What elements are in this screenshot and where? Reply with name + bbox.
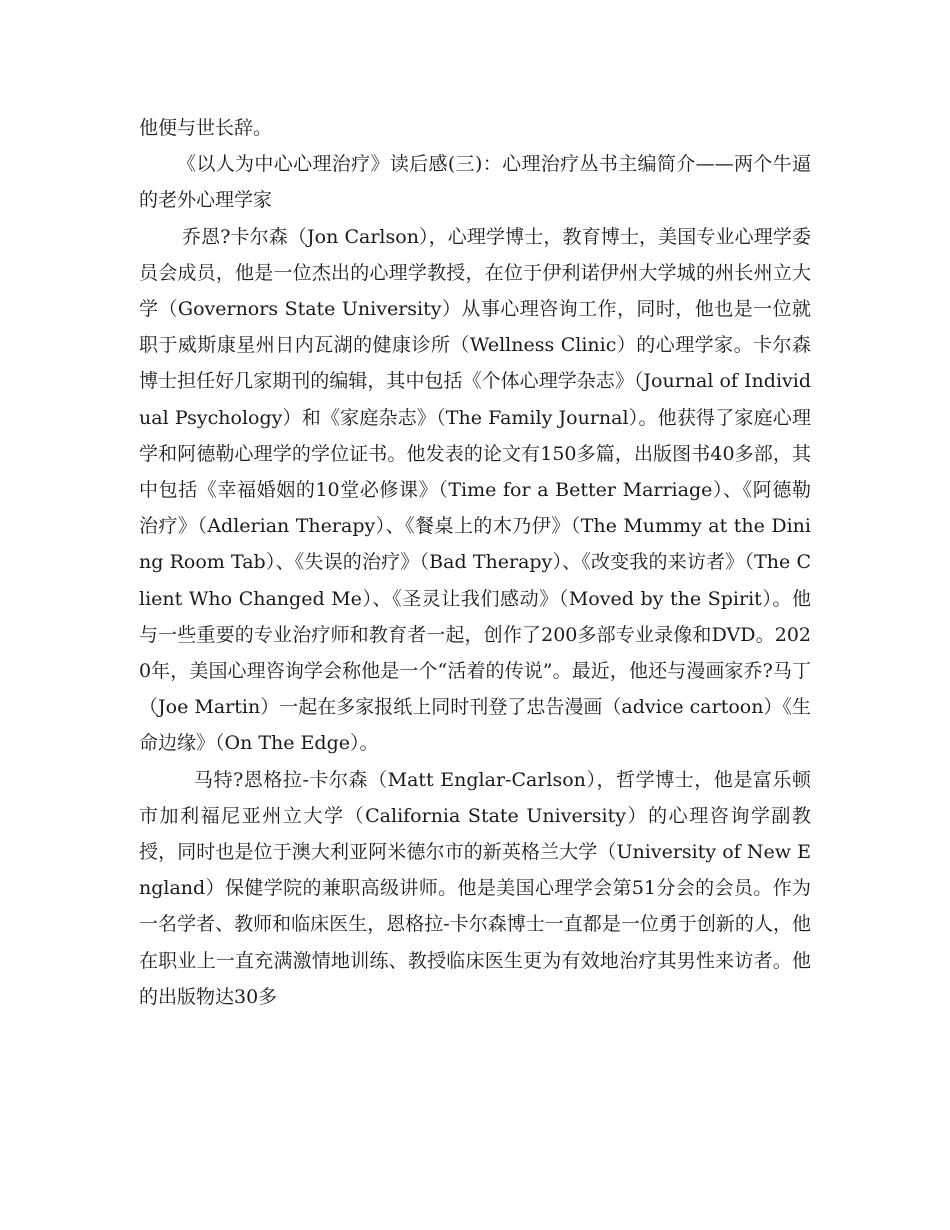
section-heading: 《以人为中心心理治疗》读后感(三)：心理治疗丛书主编简介——两个牛逼的老外心理学家 <box>139 153 811 212</box>
paragraph-continuation: 他便与世长辞。 <box>139 117 273 139</box>
paragraph-matt-englar-carlson: 马特?恩格拉-卡尔森（Matt Englar-Carlson），哲学博士，他是富乐顿市加利福尼亚州立大学（California State University）的心理咨询学副教授，同时也是位于澳大利亚阿米德尔市的新英格兰大学（University of New England）保健学院的兼职高级讲师。他是美国心理学会第51分会的会员。作为一名学者、教师和临床医生，恩格拉-卡尔森博士一直都是一位勇于创新的人，他在职业上一直充满激情地训练、教授临床医生更为有效地治疗其男性来访者。他的出版物达30多 <box>139 768 811 1008</box>
document-body <box>139 110 811 1015</box>
paragraph-jon-carlson: 乔恩?卡尔森（Jon Carlson），心理学博士，教育博士，美国专业心理学委员会成员，他是一位杰出的心理学教授，在位于伊利诺伊州大学城的州长州立大学（Governors State University）从事心理咨询工作，同时，他也是一位就职于威斯康星州日内瓦湖的健康诊所（Wellness Clinic）的心理学家。卡尔森博士担任好几家期刊的编辑，其中包括《个体心理学杂志》（Journal of Individual Psychology）和《家庭杂志》（The Family Journal）。他获得了家庭心理学和阿德勒心理学的学位证书。他发表的论文有150多篇，出版图书40多部，其中包括《幸福婚姻的10堂必修课》（Time for a Better Marriage）、《阿德勒治疗》（Adlerian Therapy）、《餐桌上的木乃伊》（The Mummy at the Dining Room Tab）、《失误的治疗》（Bad Therapy）、《改变我的来访者》（The Client Who Changed Me）、《圣灵让我们感动》（Moved by the Spirit）。他与一些重要的专业治疗师和教育者一起，创作了200多部专业录像和DVD。2020年，美国心理咨询学会称他是一个“活着的传说”。最近，他还与漫画家乔?马丁（Joe Martin）一起在多家报纸上同时刊登了忠告漫画（advice cartoon）《生命边缘》（On The Edge）。 <box>139 225 811 755</box>
